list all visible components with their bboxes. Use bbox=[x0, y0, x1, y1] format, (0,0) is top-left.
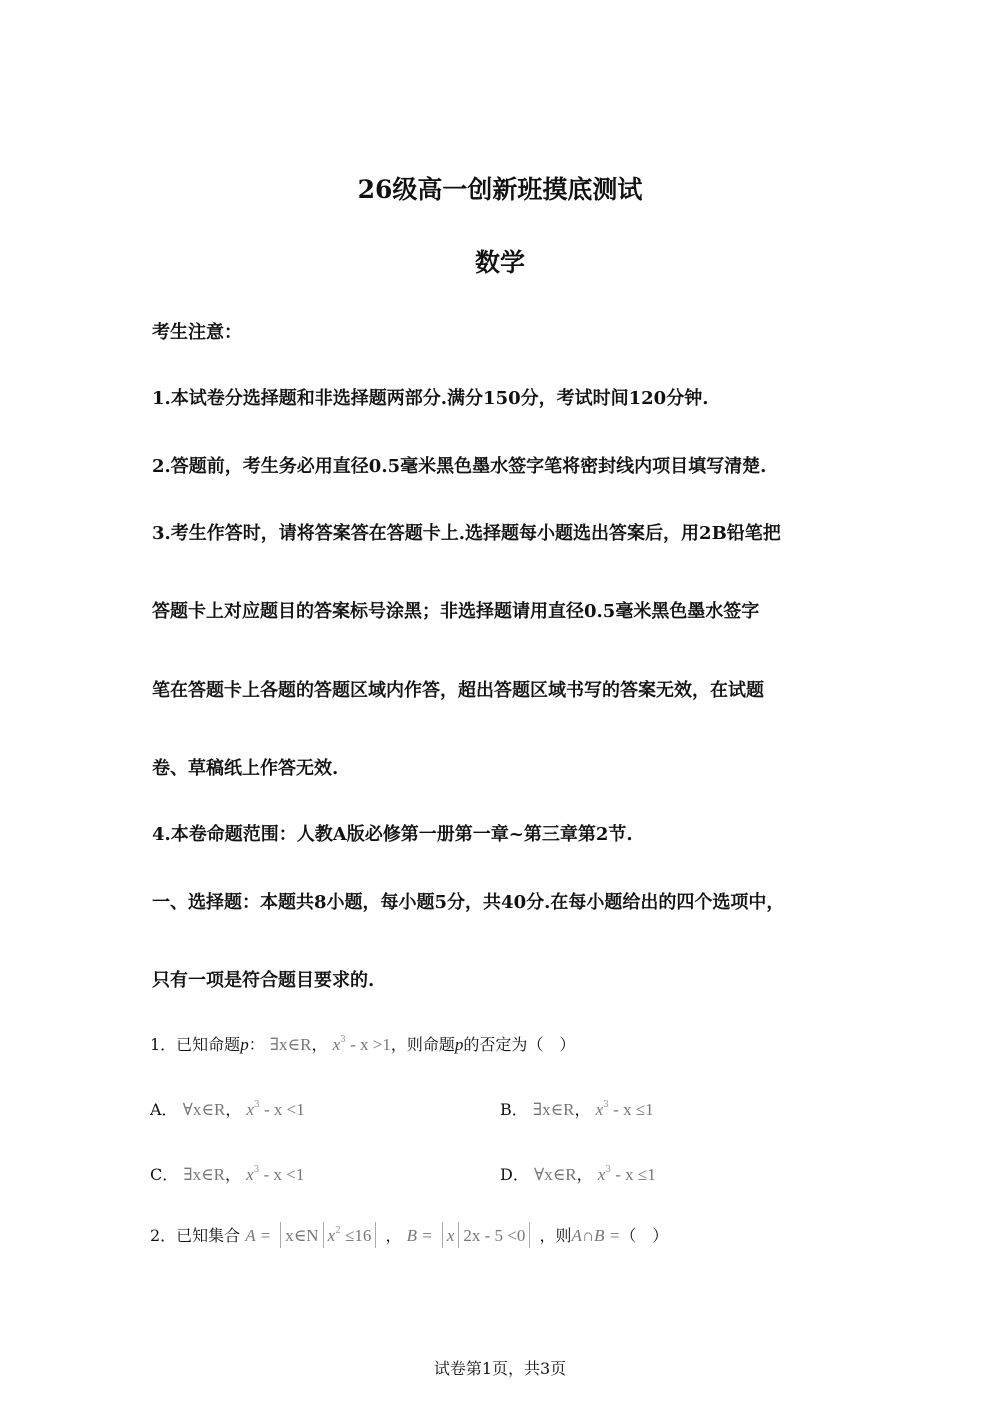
option-b-base: x bbox=[595, 1100, 604, 1119]
option-c-sep: ， bbox=[225, 1165, 242, 1184]
section-heading-cont: 只有一项是符合题目要求的. bbox=[152, 970, 375, 991]
q1-p2: p bbox=[454, 1035, 464, 1054]
option-c-label: C． bbox=[150, 1165, 179, 1184]
set-b-left-brace bbox=[442, 1222, 443, 1248]
option-d-exp: 3 bbox=[605, 1165, 612, 1175]
q2-prefix: 2．已知集合 bbox=[150, 1226, 241, 1245]
option-a-quantifier: ∀x∈R bbox=[182, 1100, 226, 1119]
option-c-rest: - x <1 bbox=[259, 1165, 305, 1184]
option-d-label: D． bbox=[500, 1165, 529, 1184]
set-a-element: x∈N bbox=[285, 1226, 319, 1245]
option-a-sep: ， bbox=[225, 1100, 242, 1119]
option-b-rest: - x ≤1 bbox=[608, 1100, 654, 1119]
set-b-lhs: B = bbox=[406, 1226, 433, 1245]
notice-item-3-cont-2: 笔在答题卡上各题的答题区域内作答，超出答题区域书写的答案无效，在试题 bbox=[152, 680, 764, 701]
option-a-exp: 3 bbox=[254, 1100, 260, 1110]
set-a-separator bbox=[323, 1222, 324, 1248]
exam-title: 26级高一创新班摸底测试 bbox=[357, 175, 643, 204]
set-a-right-brace bbox=[375, 1222, 376, 1248]
q1-option-a bbox=[150, 1097, 305, 1120]
option-b-quantifier: ∃x∈R bbox=[532, 1100, 575, 1119]
set-a-cond-base: x bbox=[327, 1226, 336, 1245]
option-c-exp: 3 bbox=[253, 1165, 260, 1175]
notice-heading: 考生注意： bbox=[152, 322, 242, 343]
option-a-label: A． bbox=[150, 1100, 178, 1119]
set-b-separator bbox=[458, 1222, 459, 1248]
notice-item-1: 1.本试卷分选择题和非选择题两部分.满分150分，考试时间120分钟. bbox=[152, 388, 709, 409]
option-d-quantifier: ∀x∈R bbox=[533, 1165, 577, 1184]
option-a-base: x bbox=[246, 1100, 254, 1119]
q1-cond1: ∃x∈R bbox=[269, 1035, 312, 1054]
notice-item-4: 4.本卷命题范围：人教A版必修第一册第一章~第三章第2节. bbox=[152, 824, 633, 845]
q2-mid: ，则 bbox=[539, 1226, 572, 1245]
q1-cond2-rest: - x >1 bbox=[345, 1035, 391, 1054]
question-1 bbox=[150, 1032, 575, 1055]
set-a-cond-rest: ≤16 bbox=[340, 1226, 372, 1245]
set-a-lhs: A = bbox=[245, 1226, 272, 1245]
set-a-cond-exp: 2 bbox=[335, 1226, 341, 1236]
option-c-base: x bbox=[246, 1165, 254, 1184]
option-b-exp: 3 bbox=[603, 1100, 609, 1110]
page-footer: 试卷第1页，共3页 bbox=[433, 1359, 567, 1378]
section-heading: 一、选择题：本题共8小题，每小题5分，共40分.在每小题给出的四个选项中， bbox=[152, 892, 785, 913]
option-d-base: x bbox=[597, 1165, 606, 1184]
option-b-sep: ， bbox=[574, 1100, 591, 1119]
q1-option-c bbox=[150, 1162, 304, 1185]
option-c-quantifier: ∃x∈R bbox=[183, 1165, 225, 1184]
q1-cond2-base: x bbox=[332, 1035, 341, 1054]
q2-comma: ， bbox=[385, 1226, 402, 1245]
option-d-sep: ， bbox=[576, 1165, 593, 1184]
set-a-left-brace bbox=[280, 1222, 281, 1248]
q2-suffix: （ ） bbox=[620, 1226, 669, 1245]
question-2 bbox=[150, 1222, 668, 1248]
q1-option-d bbox=[500, 1162, 656, 1185]
notice-item-3: 3.考生作答时，请将答案答在答题卡上.选择题每小题选出答案后，用2B铅笔把 bbox=[152, 523, 781, 544]
notice-item-2: 2.答题前，考生务必用直径0.5毫米黑色墨水签字笔将密封线内项目填写清楚. bbox=[152, 456, 767, 477]
q2-expression: A∩B = bbox=[571, 1226, 621, 1245]
q1-prefix: 1．已知命题 bbox=[150, 1035, 241, 1054]
notice-item-3-cont-3: 卷、草稿纸上作答无效. bbox=[152, 758, 339, 779]
q1-mid: ，则命题 bbox=[390, 1035, 455, 1054]
q1-cond2-exp: 3 bbox=[340, 1035, 346, 1045]
q1-comma: ， bbox=[311, 1035, 328, 1054]
notice-item-3-cont-1: 答题卡上对应题目的答案标号涂黑；非选择题请用直径0.5毫米黑色墨水签字 bbox=[152, 601, 760, 622]
q1-p: p bbox=[240, 1035, 249, 1054]
subject-title: 数学 bbox=[474, 248, 525, 277]
set-b-right-brace bbox=[529, 1222, 530, 1248]
option-b-label: B． bbox=[500, 1100, 528, 1119]
q1-suffix: 的否定为（ ） bbox=[463, 1035, 576, 1054]
set-b-element: x bbox=[446, 1226, 455, 1245]
set-b-cond: 2x - 5 <0 bbox=[463, 1226, 526, 1245]
option-a-rest: - x <1 bbox=[259, 1100, 305, 1119]
q1-option-b bbox=[500, 1097, 654, 1120]
q1-colon: ： bbox=[248, 1035, 265, 1054]
option-d-rest: - x ≤1 bbox=[611, 1165, 656, 1184]
